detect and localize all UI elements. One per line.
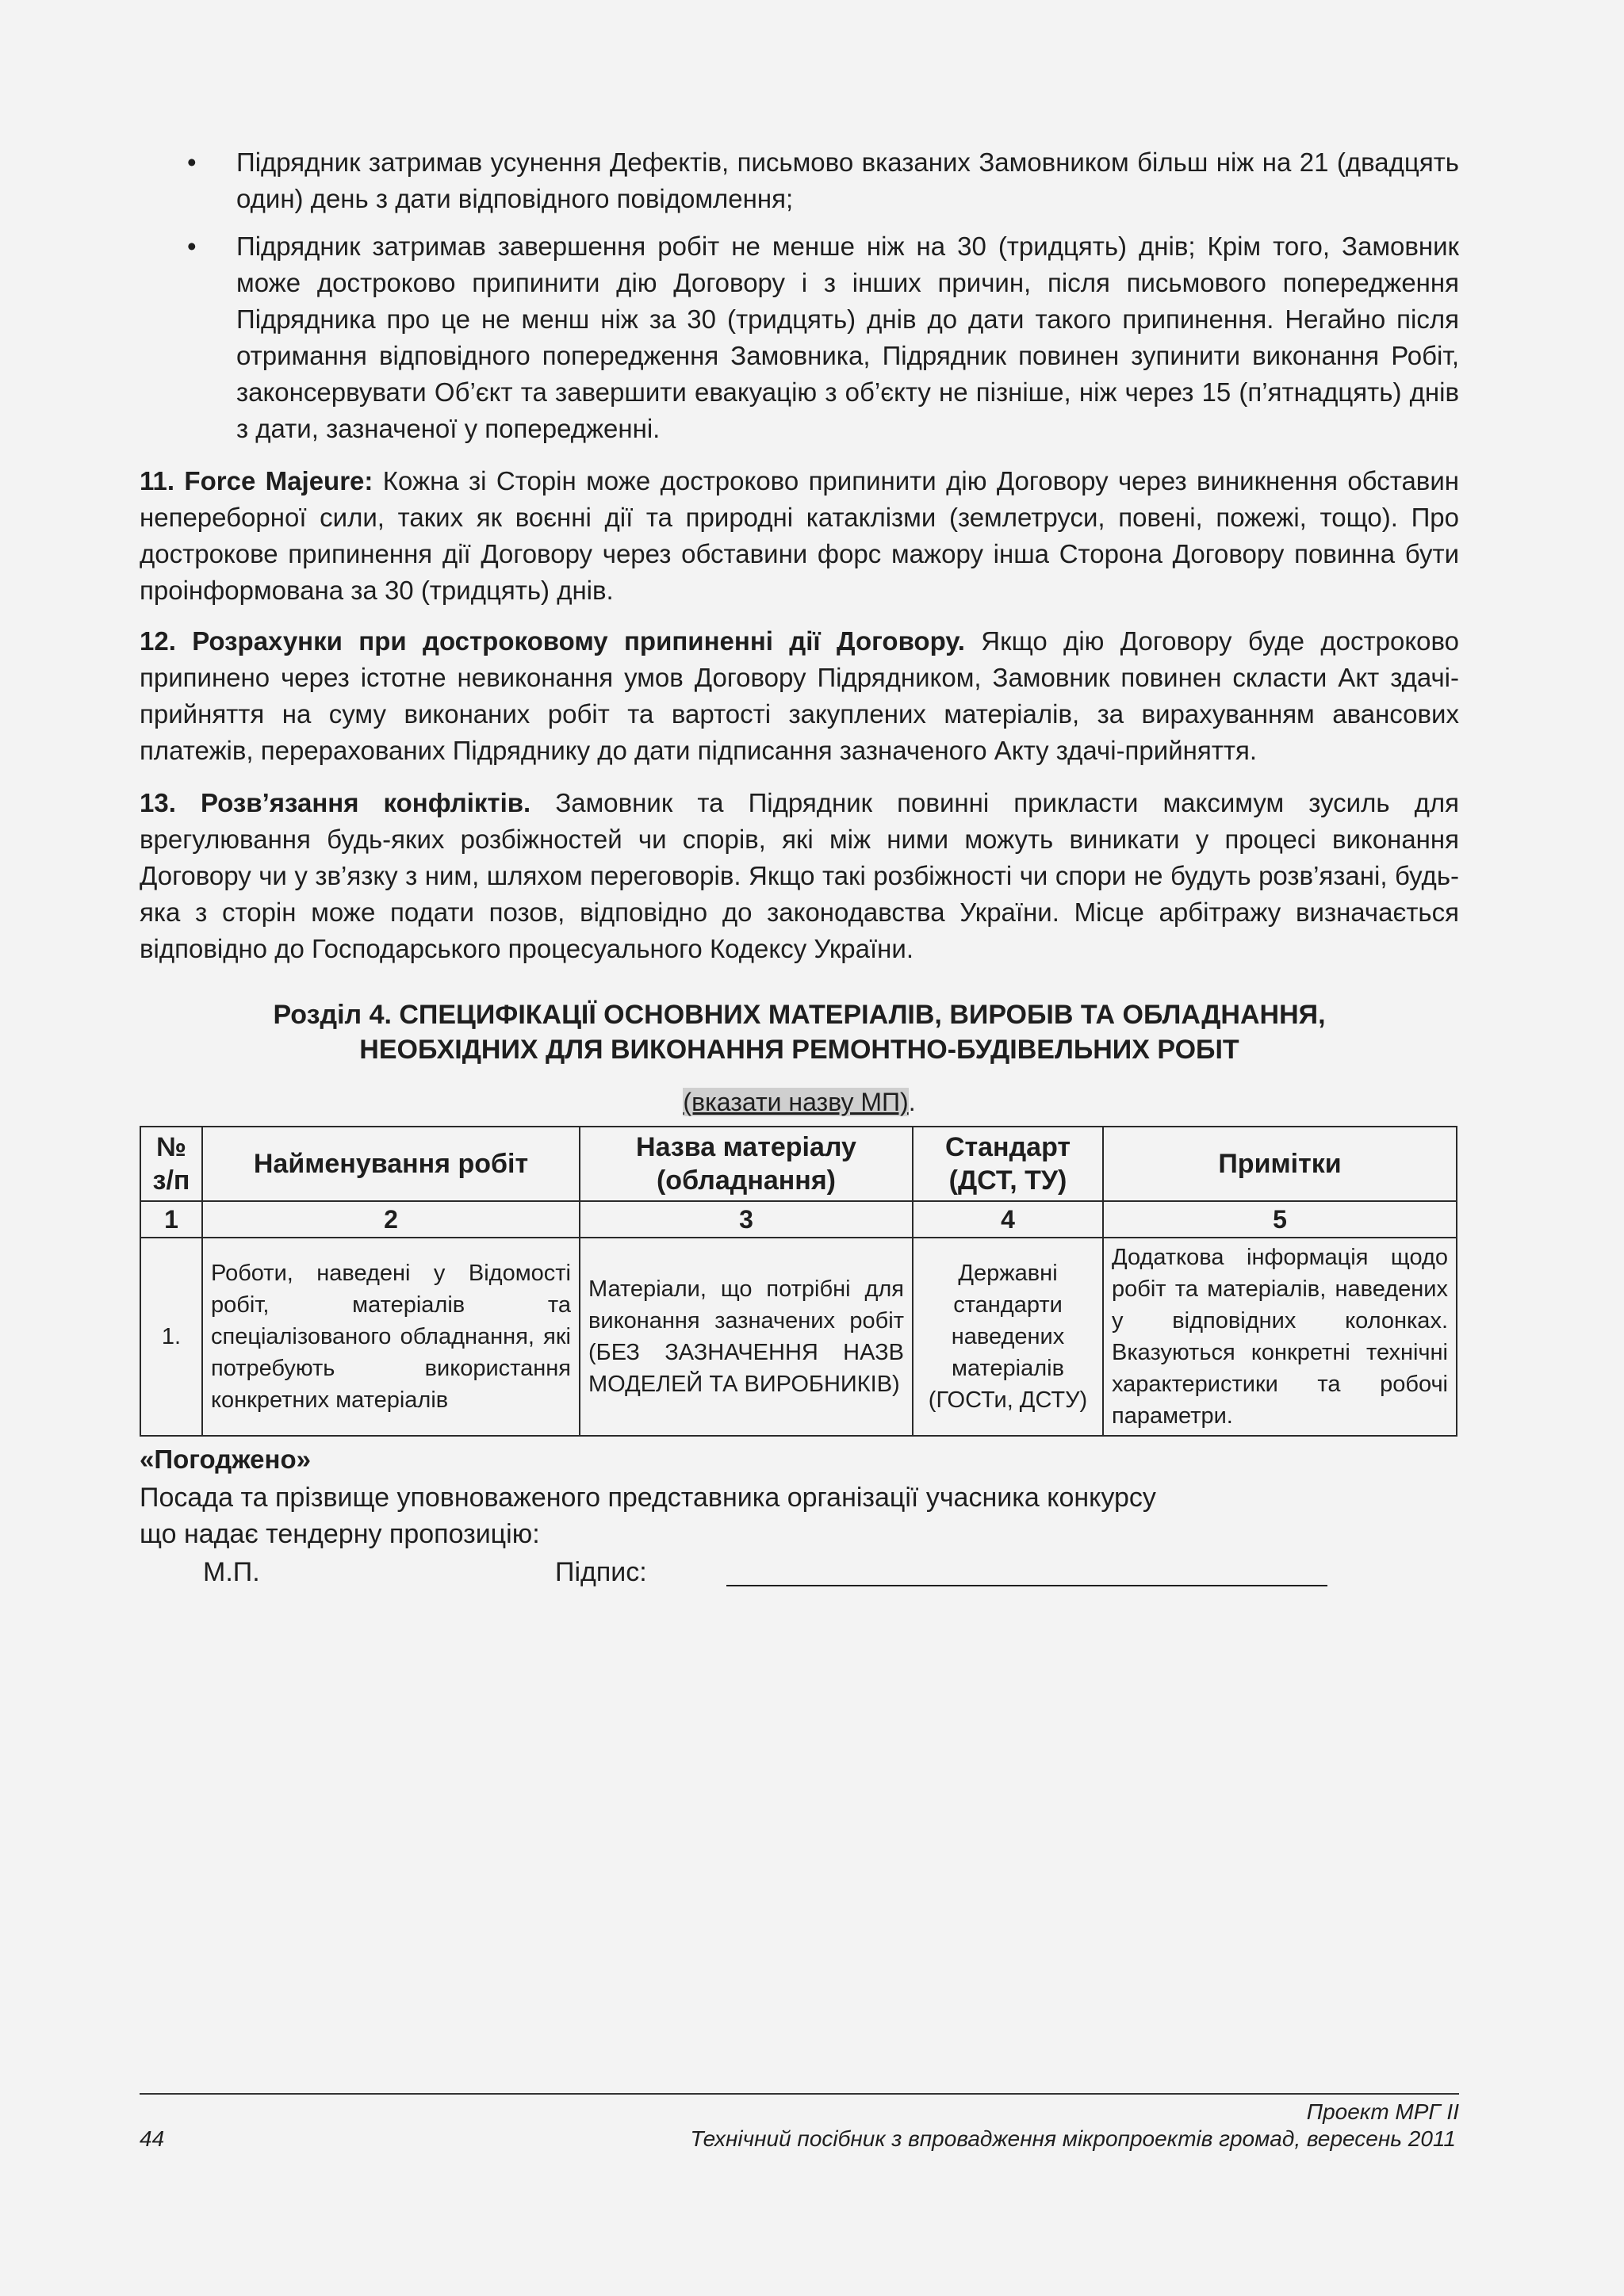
- section-4-title: [140, 997, 1459, 1067]
- cell-standard: Державні стандарти наведених матеріалів (ГОСТи, ДСТУ): [913, 1238, 1103, 1436]
- column-number: 1: [140, 1201, 202, 1238]
- footer-title: Технічний посібник з впровадження мікропроектів громад, вересень 2011: [690, 2126, 1456, 2151]
- column-number: 4: [913, 1201, 1103, 1238]
- header-standard: Стандарт (ДСТ, ТУ): [913, 1127, 1103, 1201]
- clause-12-settlement: [140, 623, 1459, 769]
- signature-label: Підпис:: [555, 1557, 647, 1587]
- bullet-icon: •: [187, 232, 197, 261]
- clause-12-heading: 12. Розрахунки при достроковому припиненні дії Договору.: [140, 626, 965, 656]
- list-item-text: Підрядник затримав усунення Дефектів, письмово вказаних Замовником більш ніж на 21 (двадцять один) день з дати відповідного повідомлення;: [236, 147, 1459, 213]
- cell-material: Матеріали, що потрібні для виконання зазначених робіт (БЕЗ ЗАЗНАЧЕННЯ НАЗВ МОДЕЛЕЙ ТА ВИРОБНИКІВ): [580, 1238, 913, 1436]
- mp-suffix: .: [908, 1088, 916, 1116]
- clause-11-text: Кожна зі Сторін може достроково припинити дію Договору через виникнення обставин непереборної сили, таких як воєнні дії та природні катаклізми (землетруси, повені, пожежі, тощо). Про дострокове припинення дії Договору через обставини форс мажору інша Сторона Договору повинна бути проінформована за 30 (тридцять) днів.: [140, 466, 1460, 605]
- column-number: 5: [1103, 1201, 1457, 1238]
- representative-text: Посада та прізвище уповноваженого представника організації учасника конкурсу що надає тендерну пропозицію:: [140, 1483, 1156, 1549]
- cell-notes: Додаткова інформація щодо робіт та матеріалів, наведених у відповідних колонках. Вказуються конкретні технічні характеристики та робочі параметри.: [1103, 1238, 1457, 1436]
- header-works: Найменування робіт: [202, 1127, 580, 1201]
- column-number: 2: [202, 1201, 580, 1238]
- signature-field[interactable]: [726, 1585, 1327, 1586]
- table-row: [140, 1238, 1457, 1436]
- micro-project-name-line: [140, 1085, 1459, 1119]
- materials-specification-table: [140, 1126, 1457, 1437]
- cell-works: Роботи, наведені у Відомості робіт, матеріалів та спеціалізованого обладнання, які потребують використання конкретних матеріалів: [202, 1238, 580, 1436]
- clause-12-text: Якщо дію Договору буде достроково припинено через істотне невиконання умов Договору Підрядником, Замовник повинен скласти Акт здачі-прийняття на суму виконаних робіт та вартості закуплених матеріалів, за вирахуванням авансових платежів, перерахованих Підряднику до дати підписання зазначеного Акту здачі-прийняття.: [140, 626, 1460, 765]
- page-number: 44: [140, 2126, 165, 2151]
- section-title-line-1: Розділ 4. СПЕЦИФІКАЦІЇ ОСНОВНИХ МАТЕРІАЛІВ, ВИРОБІВ ТА ОБЛАДНАННЯ,: [273, 1000, 1326, 1030]
- column-number: 3: [580, 1201, 913, 1238]
- table-header-row: [140, 1127, 1457, 1201]
- micro-project-name-placeholder[interactable]: (вказати назву МП): [683, 1088, 909, 1116]
- clause-11-force-majeure: [140, 463, 1459, 609]
- section-title-line-2: НЕОБХІДНИХ ДЛЯ ВИКОНАННЯ РЕМОНТНО-БУДІВЕЛЬНИХ РОБІТ: [359, 1035, 1239, 1065]
- header-notes: Примітки: [1103, 1127, 1457, 1201]
- clause-13-conflicts: [140, 785, 1459, 967]
- stamp-label: М.П.: [203, 1557, 260, 1587]
- list-item-text: Підрядник затримав завершення робіт не менше ніж на 30 (тридцять) днів; Крім того, Замовник може достроково припинити дію Договору і з інших причин, після письмового попередження Підрядника про це не менш ніж за 30 (тридцять) днів до дати такого припинення. Негайно після отримання відповідного попередження Замовника, Підрядник повинен зупинити виконання Робіт, законсервувати Об’єкт та завершити евакуацію з об’єкту не пізніше, ніж через 15 (п’ятнадцять) днів з дати, зазначеної у попередженні.: [236, 232, 1459, 443]
- footer-divider: [140, 2093, 1459, 2095]
- clause-13-heading: 13. Розв’язання конфліктів.: [140, 788, 531, 817]
- termination-conditions-list: [181, 144, 1459, 458]
- header-number: № з/п: [140, 1127, 202, 1201]
- cell-number: 1.: [140, 1238, 202, 1436]
- column-number-row: [140, 1201, 1457, 1238]
- clause-13-text: Замовник та Підрядник повинні прикласти максимум зусиль для врегулювання будь-яких розбіжностей чи спорів, які між ними можуть виникати у процесі виконання Договору чи у зв’язку з ним, шляхом переговорів. Якщо такі розбіжності чи спори не будуть розв’язані, будь-яка з сторін може подати позов, відповідно до законодавства України. Місце арбітражу визначається відповідно до Господарського процесуального Кодексу України.: [140, 788, 1459, 963]
- header-material: Назва матеріалу (обладнання): [580, 1127, 913, 1201]
- approval-label: «Погоджено»: [140, 1445, 311, 1474]
- footer-project: Проект МРГ ІІ: [1306, 2099, 1459, 2124]
- clause-11-heading: 11. Force Majeure:: [140, 466, 373, 496]
- list-item: [181, 228, 1459, 447]
- list-item: [181, 144, 1459, 217]
- bullet-icon: •: [187, 147, 197, 177]
